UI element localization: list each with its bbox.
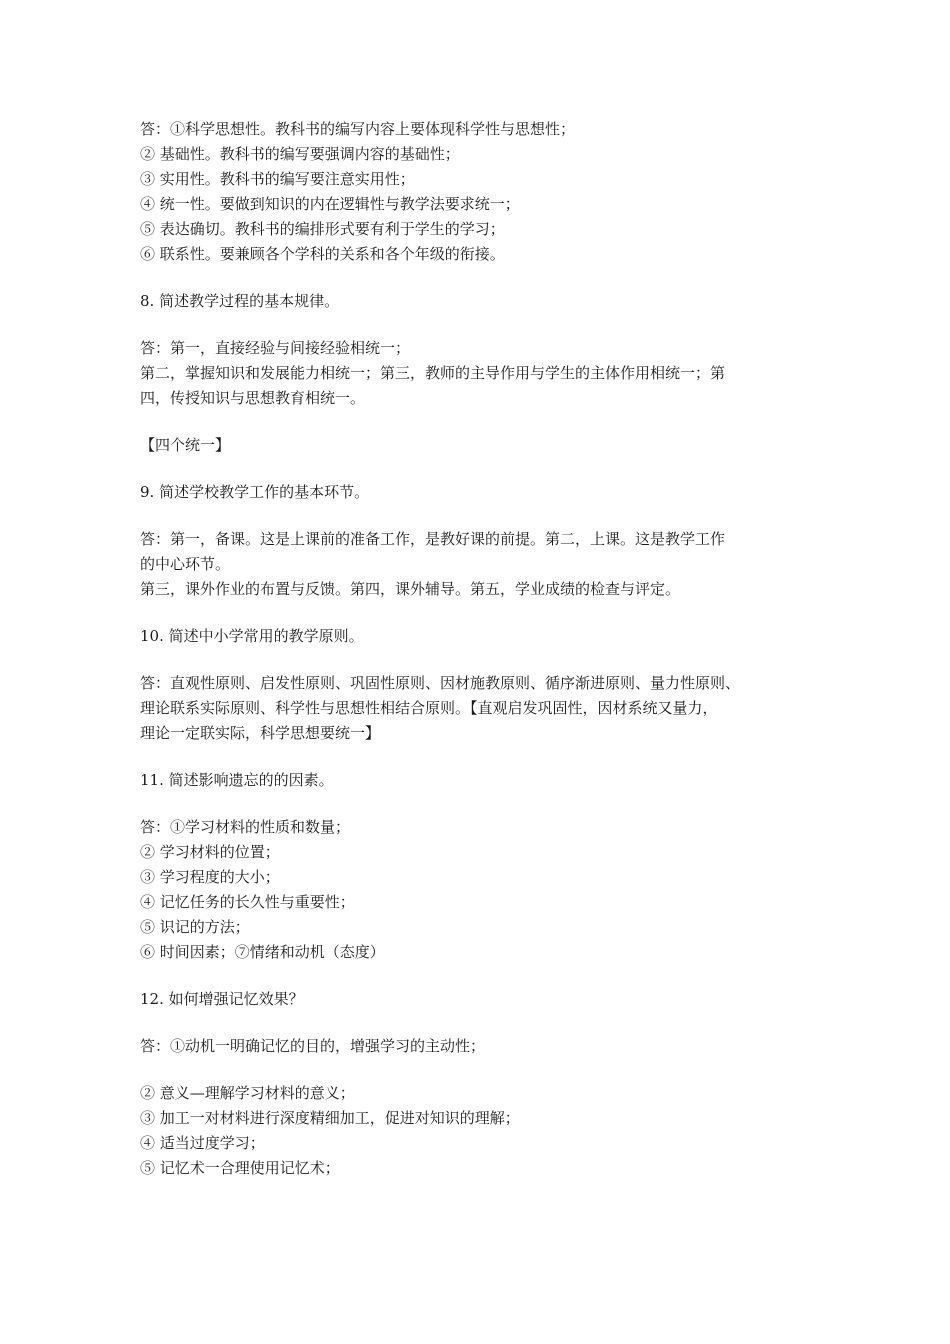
answer-line: 答：第一，直接经验与间接经验相统一； xyxy=(140,339,411,357)
question-11-title: 11. 简述影响遗忘的的因素。 xyxy=(140,771,334,789)
answer-line: 第二，掌握知识和发展能力相统一；第三，教师的主导作用与学生的主体作用相统一；第 xyxy=(140,364,726,382)
answer-line: 答：直观性原则、启发性原则、巩固性原则、因材施教原则、循序渐进原则、量力性原则、 xyxy=(140,674,741,692)
answer-line: ④ 记忆任务的长久性与重要性； xyxy=(140,893,355,911)
q7-answer xyxy=(140,117,820,267)
answer-line: 的中心环节。 xyxy=(140,555,231,573)
question-9-title: 9. 简述学校教学工作的基本环节。 xyxy=(140,483,370,501)
answer-line: ③ 学习程度的大小； xyxy=(140,868,280,886)
q8-mnemonic-note: 【四个统一】 xyxy=(140,436,231,454)
q9-answer xyxy=(140,527,820,602)
question-8-title: 8. 简述教学过程的基本规律。 xyxy=(140,292,340,310)
answer-line: ④ 统一性。要做到知识的内在逻辑性与教学法要求统一； xyxy=(140,195,520,213)
answer-line: ④ 适当过度学习； xyxy=(140,1134,265,1152)
answer-line: 第三，课外作业的布置与反馈。第四，课外辅导。第五，学业成绩的检查与评定。 xyxy=(140,580,681,598)
answer-line: ③ 加工一对材料进行深度精细加工，促进对知识的理解； xyxy=(140,1109,520,1127)
answer-line: 理论联系实际原则、科学性与思想性相结合原则。【直观启发巩固性，因材系统又量力， xyxy=(140,699,718,717)
question-10-title: 10. 简述中小学常用的教学原则。 xyxy=(140,627,364,645)
answer-line: ⑤ 记忆术一合理使用记忆术； xyxy=(140,1159,340,1177)
answer-line: 四，传授知识与思想教育相统一。 xyxy=(140,389,366,407)
answer-line: 理论一定联实际，科学思想要统一】 xyxy=(140,724,381,742)
answer-line: 答：①动机一明确记忆的目的，增强学习的主动性； xyxy=(140,1037,486,1055)
answer-line: ⑥ 时间因素；⑦情绪和动机（态度） xyxy=(140,943,385,961)
answer-line: ⑥ 联系性。要兼顾各个学科的关系和各个年级的衔接。 xyxy=(140,245,505,263)
q8-answer xyxy=(140,336,820,411)
answer-line: 答：①科学思想性。教科书的编写内容上要体现科学性与思想性； xyxy=(140,120,576,138)
answer-line: 答：第一，备课。这是上课前的准备工作，是教好课的前提。第二，上课。这是教学工作 xyxy=(140,530,726,548)
answer-line: ② 基础性。教科书的编写要强调内容的基础性； xyxy=(140,145,460,163)
answer-line: 答：①学习材料的性质和数量； xyxy=(140,818,351,836)
document-body xyxy=(140,117,820,1181)
answer-line: ③ 实用性。教科书的编写要注意实用性； xyxy=(140,170,415,188)
answer-line: ② 意义—理解学习材料的意义； xyxy=(140,1084,355,1102)
question-12-title: 12. 如何增强记忆效果？ xyxy=(140,990,304,1008)
answer-line: ⑤ 识记的方法； xyxy=(140,918,250,936)
q12-answer xyxy=(140,1034,820,1181)
answer-line: ② 学习材料的位置； xyxy=(140,843,280,861)
answer-line: ⑤ 表达确切。教科书的编排形式要有利于学生的学习； xyxy=(140,220,505,238)
q10-answer xyxy=(140,671,820,746)
q11-answer xyxy=(140,815,820,965)
